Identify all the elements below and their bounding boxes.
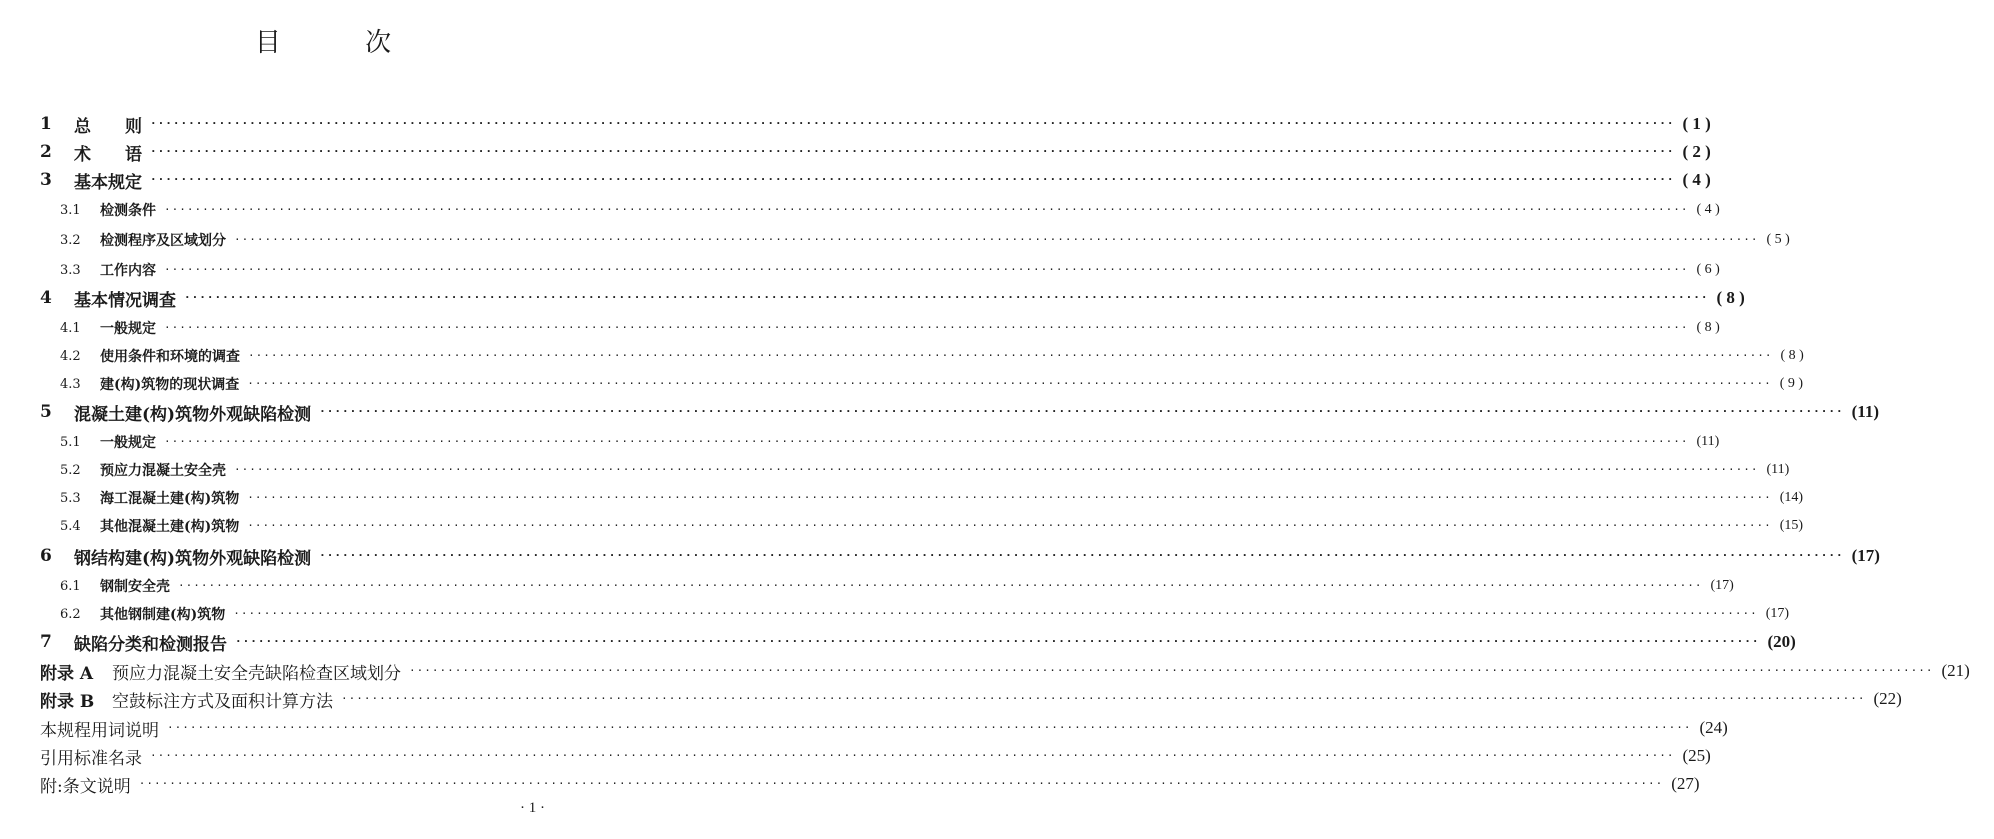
toc-entry-label: 钢结构建(构)筑物外观缺陷检测 — [74, 548, 312, 569]
toc-leader-dots: ········································································································································································································ — [319, 405, 1844, 418]
toc-entry-label: 预应力混凝土安全壳 — [100, 463, 226, 479]
toc-leader-dots: ········································································································································································································ — [150, 749, 1675, 762]
toc-entry-page: ( 2 ) — [1682, 142, 1711, 161]
toc-leader-dots: ········································································································································································································ — [247, 519, 1772, 532]
toc-leader-dots: ········································································································································································································ — [233, 607, 1758, 620]
toc-entry-page: ( 4 ) — [1696, 202, 1720, 217]
toc-entry-label: 基本规定 — [74, 172, 142, 193]
toc-entry-page: (11) — [1851, 402, 1879, 421]
toc-entry-page: ( 1 ) — [1682, 114, 1711, 133]
toc-entry-label: 附:条文说明 — [40, 776, 131, 797]
toc-entry-label: 术 语 — [74, 144, 142, 165]
toc-entry-number: 5.1 — [60, 434, 81, 450]
toc-entry-page: (15) — [1779, 518, 1804, 533]
toc-entry-label: 一般规定 — [100, 435, 156, 451]
toc-entry-page: (11) — [1696, 434, 1720, 449]
toc-entry[interactable] — [0, 484, 1804, 512]
toc-leader-dots: ········································································································································································································ — [184, 291, 1709, 304]
toc-leader-dots: ········································································································································································································ — [234, 233, 1759, 246]
toc-leader-dots: ········································································································································································································ — [341, 692, 1866, 705]
toc-entry-label: 引用标准名录 — [40, 748, 142, 769]
toc-entry[interactable] — [0, 370, 1804, 398]
toc-entry-page: ( 8 ) — [1696, 320, 1720, 335]
toc-entry-page: (22) — [1873, 689, 1902, 708]
toc-entry-number: 3 — [40, 170, 52, 190]
toc-entry[interactable] — [0, 714, 1728, 742]
toc-entry[interactable] — [0, 456, 1790, 484]
toc-entry-label: 使用条件和环境的调查 — [100, 349, 240, 365]
toc-entry[interactable] — [0, 342, 1804, 370]
toc-entry-label: 工作内容 — [100, 263, 156, 279]
toc-leader-dots: ········································································································································································································ — [138, 777, 1664, 790]
toc-entry-page: ( 8 ) — [1716, 288, 1745, 307]
toc-entry-number: 4 — [40, 288, 52, 308]
toc-entry[interactable] — [0, 600, 1790, 628]
toc-entry-page: (24) — [1699, 718, 1728, 737]
toc-entry[interactable] — [0, 398, 1879, 426]
toc-entry[interactable] — [0, 110, 1711, 138]
toc-entry-number: 3.2 — [60, 232, 81, 248]
toc-leader-dots: ········································································································································································································ — [150, 117, 1675, 130]
page-number: · 1 · — [520, 800, 545, 816]
toc-entry-label: 其他钢制建(构)筑物 — [100, 607, 226, 623]
toc-entry[interactable] — [0, 284, 1745, 312]
toc-entry-label: 检测条件 — [100, 203, 156, 219]
toc-leader-dots: ········································································································································································································ — [248, 349, 1773, 362]
toc-entry-number: 附录 A — [40, 663, 94, 684]
toc-entry-page: (17) — [1851, 546, 1880, 565]
toc-leader-dots: ········································································································································································································ — [409, 664, 1934, 677]
toc-leader-dots: ········································································································································································································ — [164, 435, 1689, 448]
toc-entry-label: 建(构)筑物的现状调查 — [100, 377, 240, 393]
toc-leader-dots: ········································································································································································································ — [247, 491, 1772, 504]
page-title: 目 次 — [254, 28, 430, 58]
toc-entry-number: 3.1 — [60, 202, 81, 218]
toc-entry-number: 附录 B — [40, 691, 95, 712]
toc-entry[interactable] — [0, 628, 1796, 656]
toc-entry-number: 2 — [40, 142, 52, 162]
toc-leader-dots: ········································································································································································································ — [235, 635, 1760, 648]
toc-leader-dots: ········································································································································································································ — [247, 377, 1772, 390]
toc-entry-page: (27) — [1671, 774, 1700, 793]
toc-entry[interactable] — [0, 685, 1902, 713]
toc-entry[interactable] — [0, 138, 1711, 166]
toc-entry-label: 混凝土建(构)筑物外观缺陷检测 — [74, 404, 312, 425]
toc-entry[interactable] — [0, 314, 1720, 342]
toc-entry[interactable] — [0, 742, 1711, 770]
toc-entry-page: (17) — [1710, 578, 1734, 593]
toc-entry-page: (25) — [1682, 746, 1711, 765]
toc-entry-label: 一般规定 — [100, 321, 156, 337]
toc-entry-number: 4.1 — [60, 320, 81, 336]
toc-entry-number: 5.2 — [60, 462, 81, 478]
toc-leader-dots: ········································································································································································································ — [319, 549, 1844, 562]
toc-entry[interactable] — [0, 196, 1720, 224]
toc-entry-label: 钢制安全壳 — [100, 579, 170, 595]
toc-entry-label: 本规程用词说明 — [40, 720, 159, 741]
toc-leader-dots: ········································································································································································································ — [164, 321, 1689, 334]
toc-entry-number: 5.4 — [60, 518, 81, 534]
toc-leader-dots: ········································································································································································································ — [164, 203, 1689, 216]
toc-entry[interactable] — [0, 572, 1734, 600]
toc-entry-page: (14) — [1779, 490, 1804, 505]
toc-entry-label: 其他混凝土建(构)筑物 — [100, 519, 240, 535]
toc-entry-label: 检测程序及区域划分 — [100, 233, 226, 249]
toc-entry-page: ( 5 ) — [1766, 232, 1790, 247]
toc-entry[interactable] — [0, 166, 1711, 194]
toc-entry-number: 5.3 — [60, 490, 81, 506]
toc-entry[interactable] — [0, 770, 1700, 798]
toc-entry-page: ( 4 ) — [1682, 170, 1711, 189]
toc-entry-number: 4.2 — [60, 348, 81, 364]
toc-entry-page: ( 8 ) — [1780, 348, 1804, 363]
toc-leader-dots: ········································································································································································································ — [164, 263, 1689, 276]
toc-entry[interactable] — [0, 256, 1720, 284]
toc-leader-dots: ········································································································································································································ — [234, 463, 1759, 476]
toc-entry-label: 预应力混凝土安全壳缺陷检查区域划分 — [112, 663, 401, 684]
toc-entry[interactable] — [0, 428, 1720, 456]
toc-entry-number: 6.2 — [60, 606, 81, 622]
toc-leader-dots: ········································································································································································································ — [167, 721, 1692, 734]
toc-entry-page: ( 6 ) — [1696, 262, 1720, 277]
toc-entry-number: 1 — [40, 114, 52, 134]
toc-entry-number: 3.3 — [60, 262, 81, 278]
toc-leader-dots: ········································································································································································································ — [150, 173, 1675, 186]
toc-entry-page: (17) — [1765, 606, 1790, 621]
toc-entry-number: 4.3 — [60, 376, 81, 392]
toc-entry-label: 海工混凝土建(构)筑物 — [100, 491, 240, 507]
toc-entry-number: 7 — [40, 632, 52, 652]
toc-entry-page: (21) — [1941, 661, 1970, 680]
toc-entry-page: (11) — [1766, 462, 1790, 477]
toc-entry-number: 6.1 — [60, 578, 81, 594]
toc-entry[interactable] — [0, 226, 1790, 254]
toc-entry-number: 6 — [40, 546, 52, 566]
toc-entry-page: ( 9 ) — [1779, 376, 1804, 391]
toc-entry-label: 基本情况调查 — [74, 290, 176, 311]
toc-entry-label: 缺陷分类和检测报告 — [74, 634, 227, 655]
toc-leader-dots: ········································································································································································································ — [150, 145, 1675, 158]
toc-entry-page: (20) — [1767, 632, 1796, 651]
toc-entry[interactable] — [0, 512, 1804, 540]
toc-entry-label: 总 则 — [74, 116, 142, 137]
toc-entry-label: 空鼓标注方式及面积计算方法 — [112, 691, 333, 712]
toc-entry[interactable] — [0, 542, 1880, 570]
toc-entry-number: 5 — [40, 402, 52, 422]
toc-entry[interactable] — [0, 657, 1970, 685]
toc-leader-dots: ········································································································································································································ — [178, 579, 1703, 592]
